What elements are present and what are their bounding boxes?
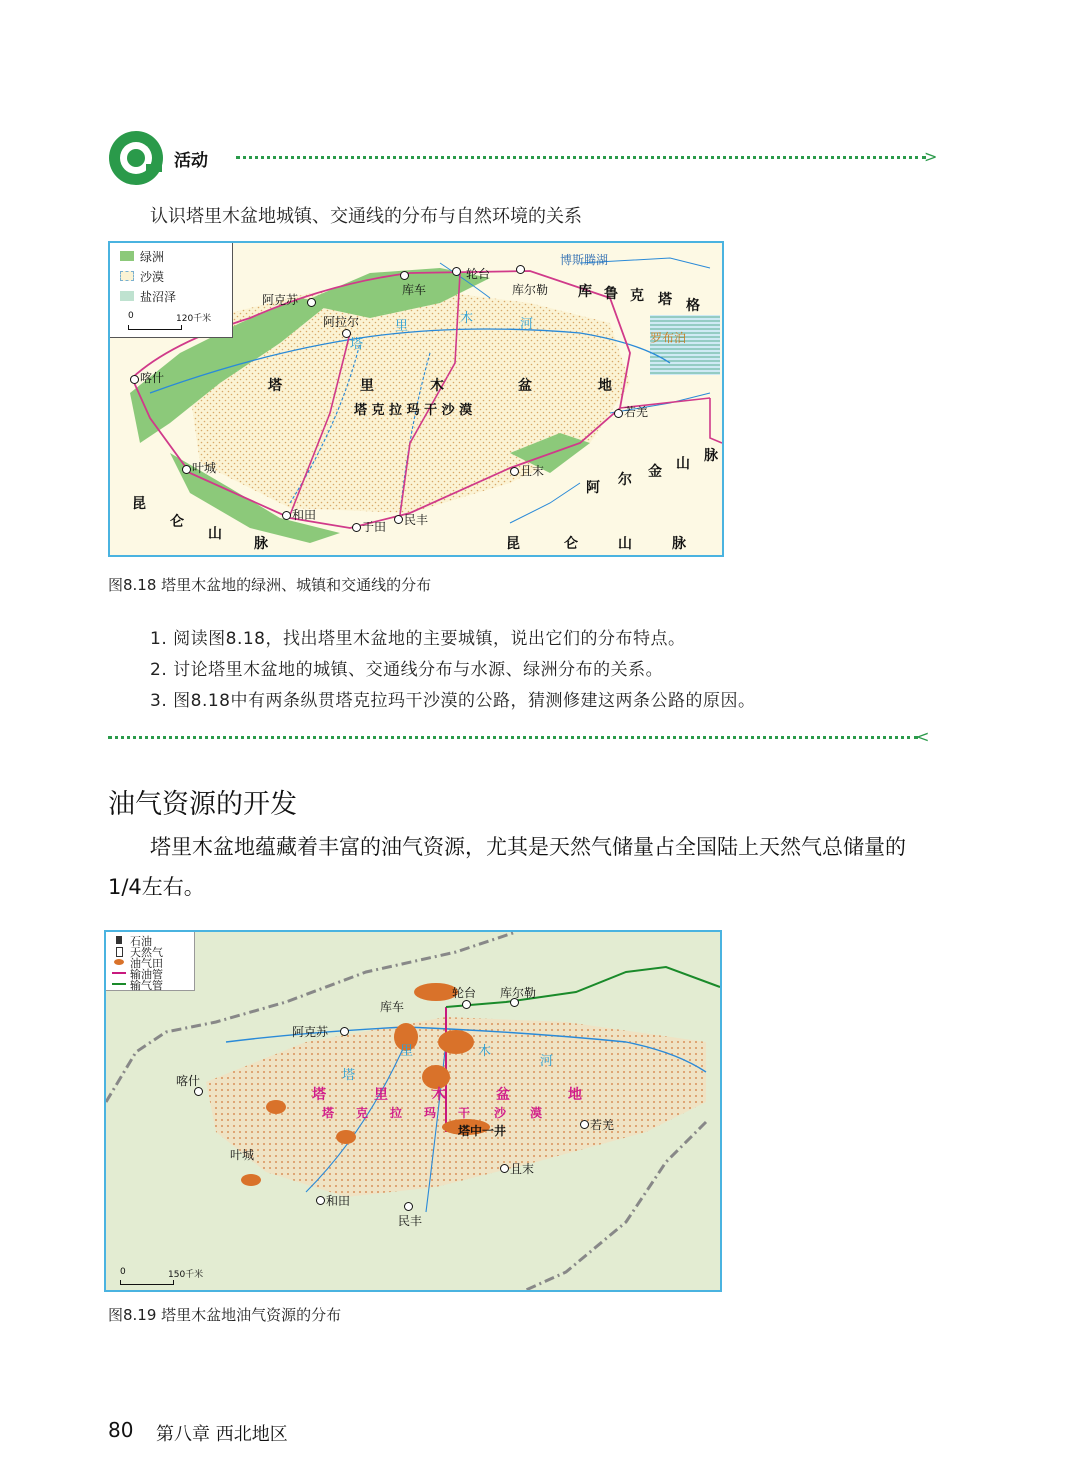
city-marker (510, 467, 519, 476)
legend-gas-pipe-label: 输气管 (130, 979, 163, 992)
river-char: 里 (395, 319, 409, 334)
city-yecheng: 叶城 (192, 461, 217, 475)
city-yecheng-2: 叶城 (230, 1148, 255, 1162)
city-marker (307, 298, 316, 307)
river-char: 塔 (350, 337, 364, 352)
city-marker (394, 515, 403, 524)
desert-char: 克 (356, 1106, 369, 1120)
city-marker (182, 465, 191, 474)
scale-bar (128, 325, 182, 330)
mountain-char: 山 (208, 526, 222, 542)
section-body (108, 827, 938, 907)
legend-marsh-swatch (120, 291, 134, 301)
desert-char: 玛 (424, 1106, 437, 1120)
city-luntai: 轮台 (466, 267, 491, 281)
city-kashgar: 喀什 (140, 371, 165, 385)
city-luntai-2: 轮台 (452, 986, 477, 1000)
desert-char: 沙 (494, 1106, 507, 1120)
basin-char: 木 (432, 1087, 446, 1103)
basin-char: 地 (568, 1087, 582, 1103)
activity-header (108, 130, 938, 186)
oil-pipe-icon (112, 972, 126, 974)
city-kashgar-2: 喀什 (176, 1074, 201, 1088)
mountain-char: 阿 (586, 480, 600, 496)
city-marker (400, 271, 409, 280)
legend-field-label: 油气田 (130, 957, 163, 970)
city-hotan-2: 和田 (326, 1194, 351, 1208)
city-marker (282, 511, 291, 520)
chevron-left-icon: < (916, 727, 930, 746)
city-marker (500, 1164, 509, 1173)
mountain-char: 鲁 (604, 286, 618, 302)
river-char: 河 (540, 1054, 554, 1069)
page-number: 80 (108, 1418, 134, 1442)
desert-char: 干 (458, 1106, 471, 1120)
city-marker (580, 1120, 589, 1129)
basin-char: 盆 (518, 378, 532, 394)
figure-caption-8-18: 图8.18 塔里木盆地的绿洲、城镇和交通线的分布 (108, 576, 432, 594)
legend-gas-label: 天然气 (130, 946, 163, 959)
mountain-char: 脉 (254, 536, 268, 552)
mountain-char: 格 (686, 298, 700, 314)
lake-bosten: 博斯腾湖 (560, 253, 609, 267)
gas-pipe-icon (112, 983, 126, 985)
gas-icon (116, 947, 123, 957)
legend-desert-label: 沙漠 (140, 270, 165, 284)
mountain-char: 脉 (672, 536, 686, 552)
question-3: 3. 图8.18中有两条纵贯塔克拉玛干沙漠的公路，猜测修建这两条公路的原因。 (150, 691, 756, 711)
city-kuche-2: 库车 (380, 1000, 405, 1014)
activity-intro: 认识塔里木盆地城镇、交通线的分布与自然环境的关系 (150, 206, 582, 227)
mountain-char: 昆 (506, 536, 520, 552)
lake-lopnur: 罗布泊 (650, 331, 687, 345)
mountain-char: 昆 (132, 496, 146, 512)
desert-char: 漠 (530, 1106, 543, 1120)
field-icon (114, 959, 124, 965)
city-yutian: 于田 (362, 520, 387, 534)
mountain-char: 山 (618, 536, 632, 552)
city-qiemo-2: 且末 (510, 1162, 535, 1176)
scale-distance-2: 150千米 (168, 1270, 204, 1280)
city-marker (462, 1000, 471, 1009)
map2-legend (106, 932, 195, 991)
river-char: 塔 (342, 1068, 356, 1083)
city-alar: 阿拉尔 (323, 315, 360, 329)
city-aksu-2: 阿克苏 (292, 1025, 329, 1039)
legend-oil-label: 石油 (130, 935, 152, 948)
city-marker (130, 375, 139, 384)
river-char: 木 (460, 311, 474, 326)
legend-marsh-label: 盐沼泽 (140, 290, 177, 304)
basin-char: 塔 (312, 1087, 326, 1103)
legend-desert-swatch (120, 271, 134, 281)
map-tarim-oil-gas (104, 930, 722, 1292)
river-char: 木 (478, 1044, 492, 1059)
city-marker (352, 523, 361, 532)
desert-char: 拉 (390, 1106, 403, 1120)
city-minfeng: 民丰 (404, 513, 429, 527)
figure-caption-8-19: 图8.19 塔里木盆地油气资源的分布 (108, 1306, 342, 1324)
basin-char: 里 (374, 1087, 388, 1103)
mountain-char: 金 (648, 464, 662, 480)
legend-oil-pipe-label: 输油管 (130, 968, 163, 981)
chapter-title: 第八章 西北地区 (156, 1424, 288, 1445)
mountain-char: 库 (578, 284, 592, 300)
basin-char: 盆 (496, 1087, 510, 1103)
basin-char: 里 (360, 378, 374, 394)
city-marker (452, 267, 461, 276)
desert-label: 塔 克 拉 玛 干 沙 漠 (354, 403, 473, 418)
city-korla: 库尔勒 (512, 283, 549, 297)
scale-distance: 120千米 (176, 314, 212, 324)
city-minfeng-2: 民丰 (398, 1214, 423, 1228)
river-char: 里 (400, 1044, 414, 1059)
scale-zero-2: 0 (120, 1267, 126, 1277)
city-korla-2: 库尔勒 (500, 986, 537, 1000)
oil-icon (116, 936, 122, 944)
scale-bar-2 (120, 1280, 174, 1285)
city-qiemo: 且末 (520, 464, 545, 478)
mountain-char: 塔 (658, 292, 672, 308)
city-marker (614, 409, 623, 418)
basin-char: 地 (598, 378, 612, 394)
question-2: 2. 讨论塔里木盆地的城镇、交通线分布与水源、绿洲分布的关系。 (150, 660, 664, 680)
well-tazhong: 塔中一井 (458, 1124, 507, 1138)
section-heading: 油气资源的开发 (108, 789, 297, 820)
legend-oasis-swatch (120, 251, 134, 261)
river-char: 河 (520, 317, 534, 332)
basin-char: 木 (430, 378, 444, 394)
map2-graphic (106, 932, 720, 1290)
city-marker (340, 1027, 349, 1036)
city-marker (316, 1196, 325, 1205)
basin-char: 塔 (268, 378, 282, 394)
mountain-char: 脉 (704, 448, 718, 464)
legend-oasis-label: 绿洲 (140, 250, 165, 264)
desert-char: 塔 (322, 1106, 335, 1120)
mountain-char: 仑 (170, 514, 184, 530)
city-kuche: 库车 (402, 283, 427, 297)
chevron-right-icon: > (924, 147, 938, 166)
activity-title: 活动 (174, 151, 208, 171)
mountain-char: 山 (676, 456, 690, 472)
city-aksu: 阿克苏 (262, 293, 299, 307)
activity-end-divider (108, 736, 918, 739)
city-hotan: 和田 (292, 508, 317, 522)
mountain-char: 仑 (564, 536, 578, 552)
activity-icon (108, 130, 164, 186)
city-ruoqiang: 若羌 (624, 405, 649, 419)
activity-divider (236, 156, 926, 159)
mountain-char: 克 (630, 288, 644, 304)
map1-legend (110, 243, 233, 338)
question-1: 1. 阅读图8.18，找出塔里木盆地的主要城镇，说出它们的分布特点。 (150, 629, 686, 649)
city-marker (404, 1202, 413, 1211)
scale-zero: 0 (128, 311, 134, 321)
city-marker (516, 265, 525, 274)
section-body-text: 塔里木盆地蕴藏着丰富的油气资源，尤其是天然气储量占全国陆上天然气总储量的1/4左右。 (108, 835, 906, 899)
map-tarim-oasis (108, 241, 724, 557)
city-ruoqiang-2: 若羌 (590, 1118, 615, 1132)
mountain-char: 尔 (618, 472, 632, 488)
